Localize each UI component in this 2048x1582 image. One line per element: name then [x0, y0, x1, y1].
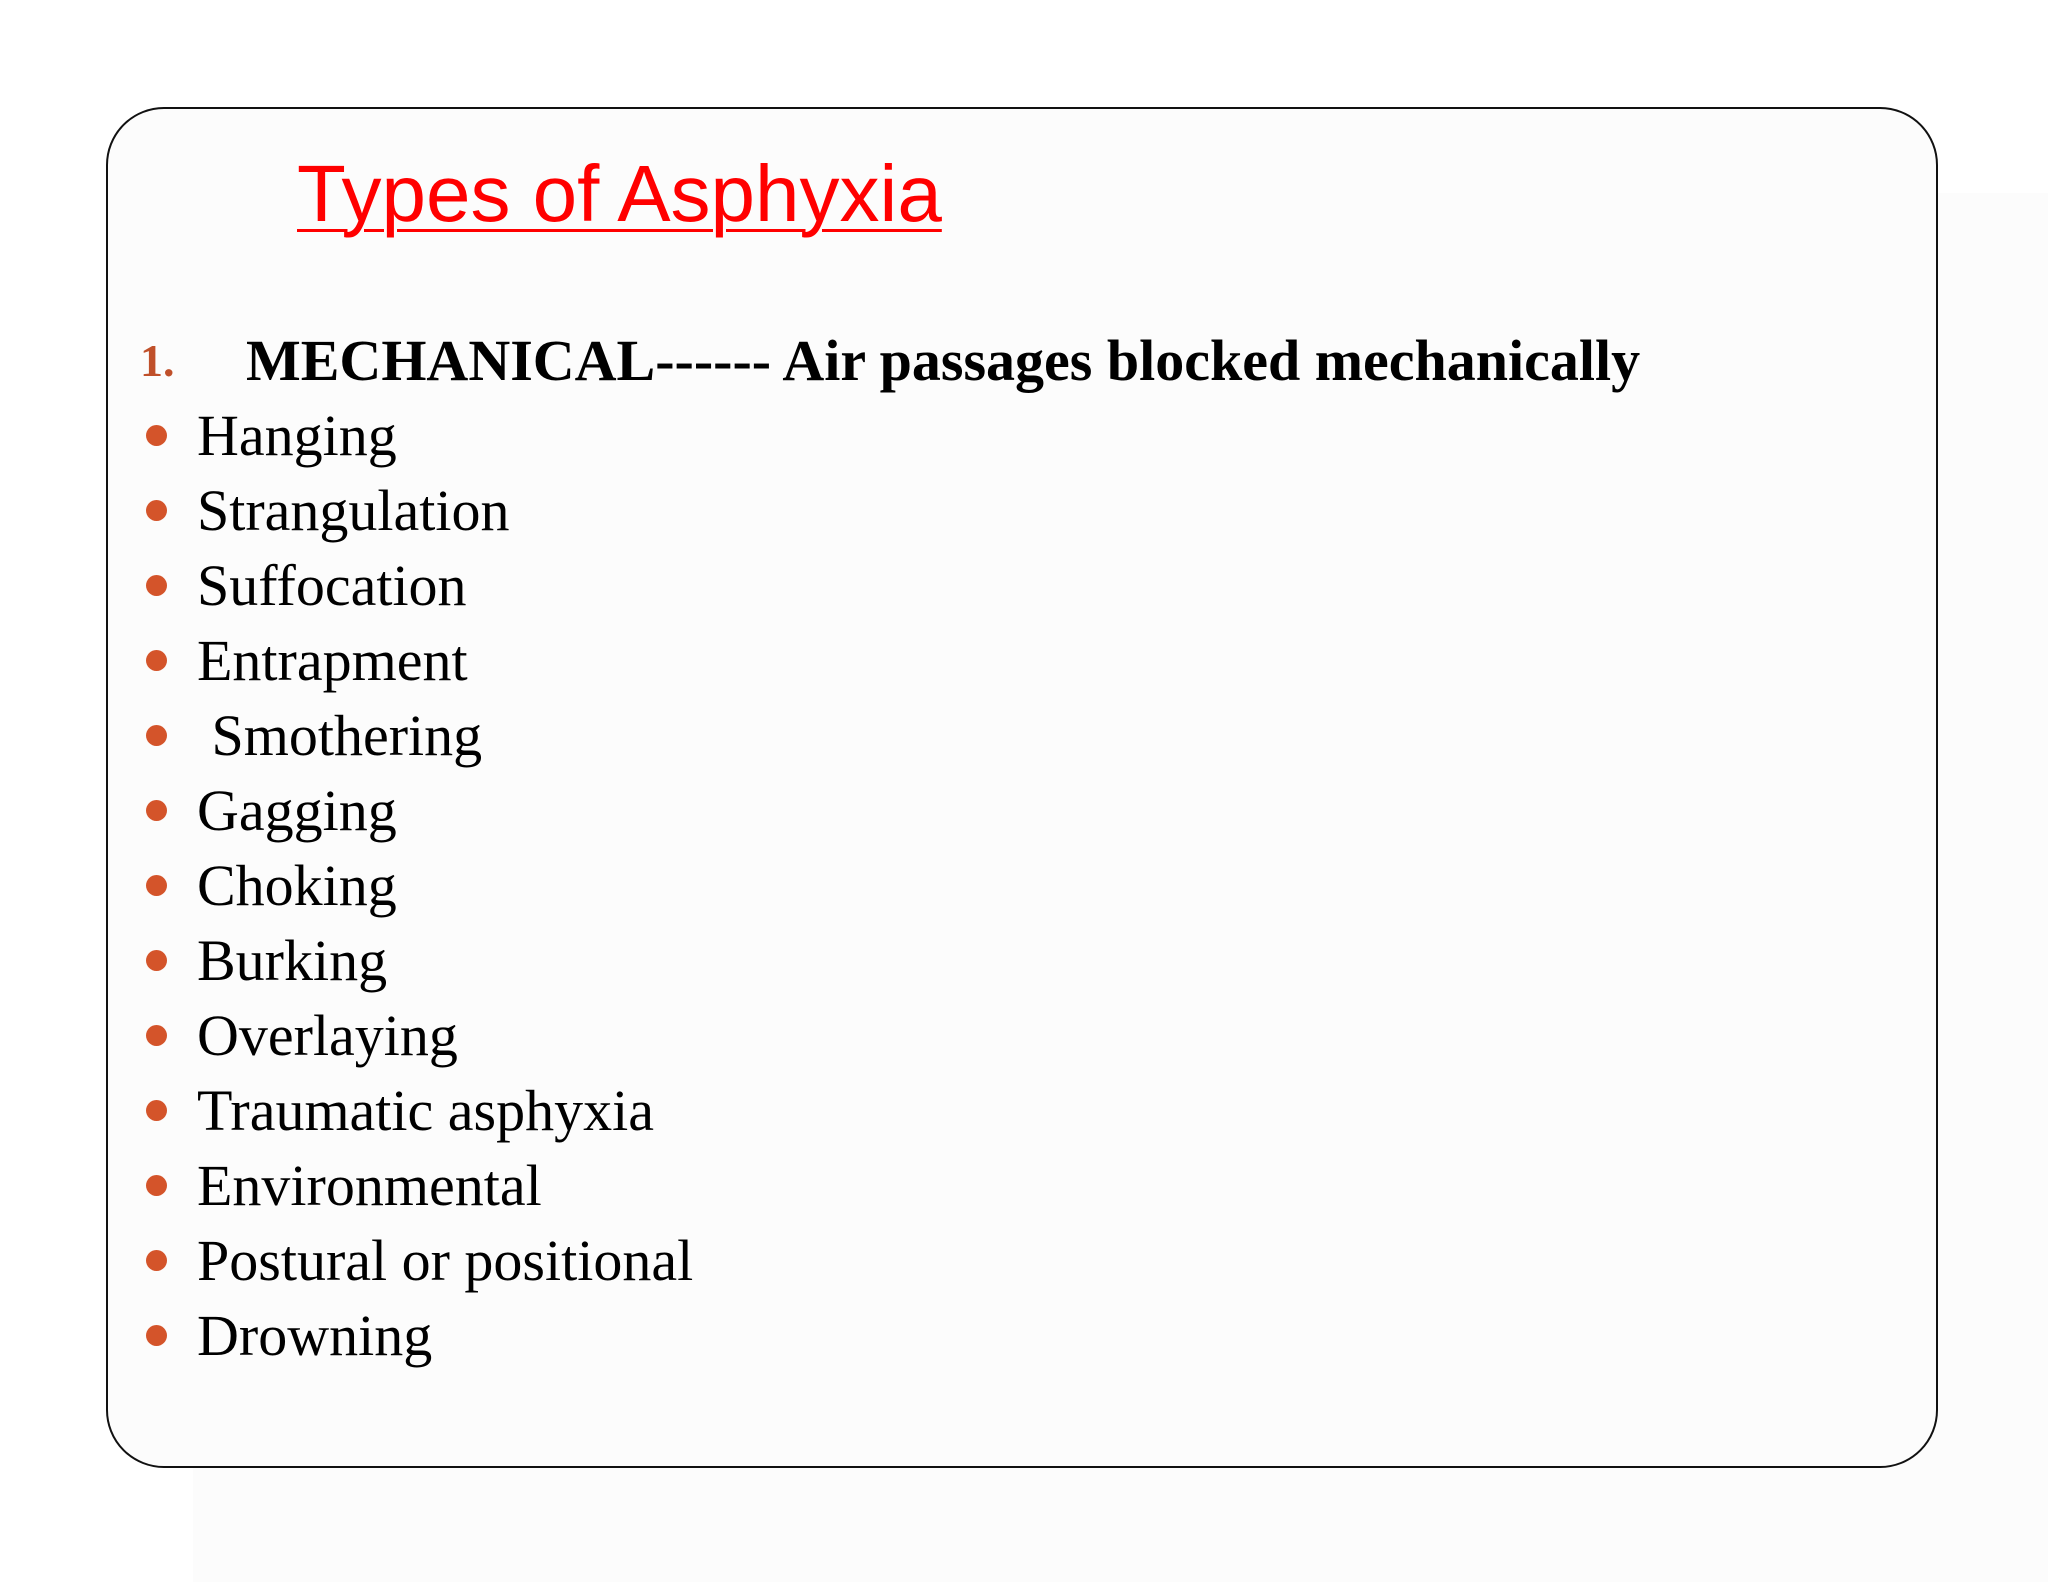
bullet-dot-icon — [146, 425, 167, 446]
list-item-label: Strangulation — [197, 478, 510, 543]
list-item-label: Choking — [197, 853, 397, 918]
list-item — [140, 1073, 693, 1148]
bullet-dot-icon — [146, 1100, 167, 1121]
list-item — [140, 998, 693, 1073]
bullet-dot-icon — [146, 1250, 167, 1271]
bullet-dot-icon — [146, 725, 167, 746]
list-item-label: Drowning — [197, 1303, 433, 1368]
slide-title: Types of Asphyxia — [297, 149, 942, 238]
list-item — [140, 1223, 693, 1298]
list-item — [140, 398, 693, 473]
bullet-dot-icon — [146, 875, 167, 896]
list-item-label: Overlaying — [197, 1003, 458, 1068]
list-item-label: Gagging — [197, 778, 397, 843]
list-item — [140, 1148, 693, 1223]
list-item — [140, 848, 693, 923]
heading-text: MECHANICAL------ Air passages blocked mechanically — [246, 327, 1641, 393]
list-item — [140, 548, 693, 623]
list-item — [140, 623, 693, 698]
list-item-label: Suffocation — [197, 553, 467, 618]
list-item-label: Environmental — [197, 1153, 542, 1218]
bullet-dot-icon — [146, 575, 167, 596]
bullet-dot-icon — [146, 950, 167, 971]
list-item-label: Smothering — [197, 703, 483, 768]
heading-number: 1. — [140, 334, 175, 386]
list-item — [140, 698, 693, 773]
list-item — [140, 923, 693, 998]
bullet-list — [140, 398, 693, 1373]
list-item — [140, 473, 693, 548]
list-item-label: Burking — [197, 928, 388, 993]
list-item-label: Postural or positional — [197, 1228, 694, 1293]
bullet-dot-icon — [146, 1025, 167, 1046]
bullet-dot-icon — [146, 1325, 167, 1346]
list-item-label: Traumatic asphyxia — [197, 1078, 654, 1143]
list-item-label: Hanging — [197, 403, 397, 468]
bullet-dot-icon — [146, 1175, 167, 1196]
bullet-dot-icon — [146, 800, 167, 821]
list-item — [140, 773, 693, 848]
numbered-heading — [140, 325, 1640, 395]
bullet-dot-icon — [146, 500, 167, 521]
bullet-dot-icon — [146, 650, 167, 671]
list-item — [140, 1298, 693, 1373]
list-item-label: Entrapment — [197, 628, 468, 693]
